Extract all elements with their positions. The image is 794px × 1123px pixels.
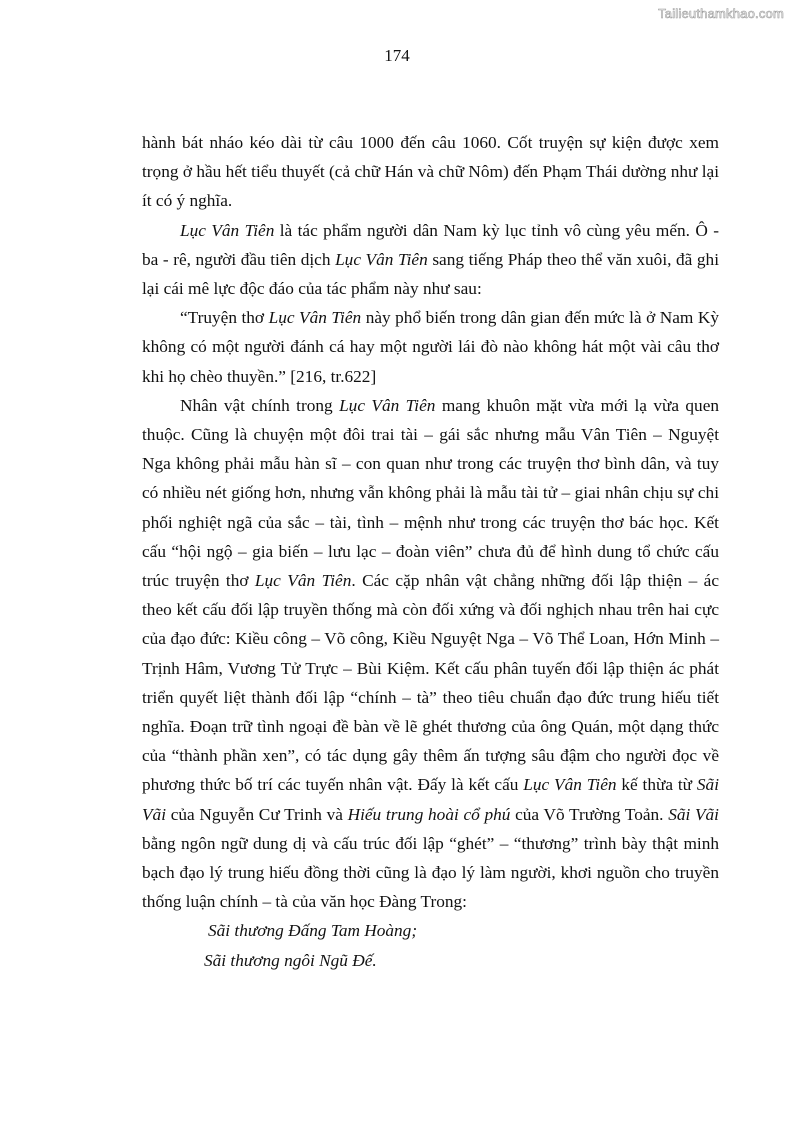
text-segment: mang khuôn mặt vừa mới lạ vừa quen thuộc. Cũng là chuyện một đôi trai tài – gái sắc nhưng mẫu Vân Tiên – Nguyệt Nga không phải mẫu hàn sĩ – con quan như trong các truyện thơ bình dân, và tuy có nhiều nét giống hơn, nhưng vẫn không phải là mẫu tài tử – giai nhân chịu sự chi phối nghiệt ngã của sắc – tài, tình – mệnh như trong các truyện thơ bác học. Kết cấu “hội ngộ – gia biến – lưu lạc – đoàn viên” chưa đủ để hình dung tổ chức cấu trúc truyện thơ <box>142 395 720 591</box>
text-segment: sang tiếng Pháp theo thể văn xuôi, đã ghi lại cái mê lực độc đáo của tác phẩm này như sau: <box>142 249 719 299</box>
paragraph-4 <box>142 391 719 917</box>
verse-line-1: Sãi thương Đấng Tam Hoàng; <box>208 921 418 941</box>
text-segment: kế thừa từ <box>616 775 697 795</box>
text-segment: này phổ biến trong dân gian đến mức là ở Nam Kỳ không có một người đánh cá hay một người lái đò nào không hát một vài câu thơ khi họ chèo thuyền.” [216, tr.622] <box>142 308 720 386</box>
watermark: Tailieuthamkhao.com <box>658 6 784 21</box>
work-title: Lục Vân Tiên <box>335 249 428 269</box>
work-title: Lục Vân Tiên <box>523 775 617 795</box>
text-segment: của Võ Trường Toản. <box>510 804 669 824</box>
quotation-paragraph <box>142 303 719 391</box>
work-title: Sãi Vãi <box>142 775 719 824</box>
paragraph-2 <box>142 216 719 304</box>
text-segment: của Nguyễn Cư Trinh và <box>166 804 348 824</box>
text-segment: là tác phẩm người dân Nam kỳ lục tỉnh vô cùng yêu mến. Ô - ba - rê, người đầu tiên dịch <box>142 220 719 269</box>
page-body <box>142 128 719 975</box>
paragraph-1 <box>142 128 719 216</box>
text-segment: “Truyện thơ <box>180 308 269 328</box>
text-segment: . Các cặp nhân vật chẳng những đối lập thiện – ác theo kết cấu đối lập truyền thống mà còn đối xứng và đối nghịch nhau trên hai cực của đạo đức: Kiều công – Võ công, Kiều Nguyệt Nga – Võ Thể Loan, Hớn Minh – Trịnh Hâm, Vương Tử Trực – Bùi Kiệm. Kết cấu phân tuyến đối lập thiện ác phát triển quyết liệt thành đối lập “chính – tà” theo tiêu chuẩn đạo đức trung hiếu tiết nghĩa. Đoạn trữ tình ngoại đề bàn về lẽ ghét thương của ông Quán, một dạng thức của “thành phần xen”, có tác dụng gây thêm ấn tượng sâu đậm cho người đọc về phương thức bố trí các tuyến nhân vật. Đấy là kết cấu <box>142 571 719 795</box>
work-title: Lục Vân Tiên <box>180 220 275 240</box>
work-title: Hiếu trung hoài cổ phú <box>347 804 511 824</box>
text-segment: Nhân vật chính trong <box>180 395 340 415</box>
text-segment: bằng ngôn ngữ dung dị và cấu trúc đối lập “ghét” – “thương” trình bày thật minh bạch đạo lý trung hiếu đồng thời cũng là đạo lý làm người, khơi nguồn cho truyền thống luận chính – tà của văn học Đàng Trong: <box>142 833 719 912</box>
text-segment: hành bát nháo kéo dài từ câu 1000 đến câu 1060. Cốt truyện sự kiện được xem trọng ở hầu hết tiểu thuyết (cả chữ Hán và chữ Nôm) đến Phạm Thái dường như lại ít có ý nghĩa. <box>142 133 719 211</box>
verse-line-2: Sãi thương ngôi Ngũ Đế. <box>204 950 377 970</box>
page-number: 174 <box>384 46 410 65</box>
work-title: Lục Vân Tiên <box>339 395 436 415</box>
work-title: Sãi Vãi <box>668 804 719 824</box>
work-title: Lục Vân Tiên <box>254 571 352 591</box>
work-title: Lục Vân Tiên <box>268 308 362 328</box>
